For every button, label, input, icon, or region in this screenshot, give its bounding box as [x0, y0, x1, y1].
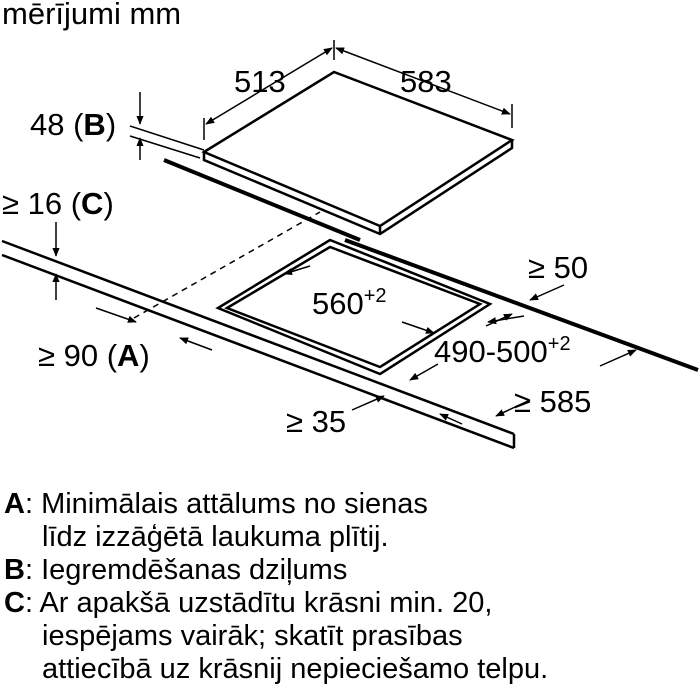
front-clearance-dim: [352, 396, 462, 424]
label-wall-distance: ≥ 90 (A): [38, 338, 150, 373]
legend-text: Ar apakšā uzstādītu krāsni min. 20,: [39, 587, 493, 619]
legend-text: attiecībā uz krāsnij nepieciešamo telpu.: [42, 653, 549, 685]
recess-depth-dim: [130, 92, 204, 160]
label-hob-width: 513: [234, 64, 286, 99]
legend: [4, 488, 698, 686]
label-worktop-depth: ≥ 585: [514, 384, 592, 419]
hob-thickness: [204, 140, 512, 234]
legend-text: Iegremdēšanas dziļums: [41, 554, 348, 586]
hob: [164, 72, 512, 240]
unit-caption: mērījumi mm: [2, 0, 182, 31]
legend-item-b: B: Iegremdēšanas dziļums: [4, 554, 348, 586]
label-recess-depth: 48 (B): [30, 107, 117, 142]
label-cutout-width: $560^{+2}$: [312, 285, 387, 321]
legend-item-a: A: Minimālais attālums no sienas: [4, 488, 428, 520]
legend-text: iespējams vairāk; skatīt prasības: [42, 620, 463, 652]
label-bottom-clearance: ≥ 16 (C): [2, 186, 114, 221]
label-hob-depth: 583: [400, 64, 452, 99]
legend-key: C: [4, 587, 25, 619]
hob-base-edge: [164, 160, 360, 240]
label-front-clearance: ≥ 35: [286, 404, 347, 439]
legend-text: līdz izzāģētā laukuma plītij.: [42, 521, 389, 553]
label-cutout-depth: $490-500^{+2}$: [434, 333, 571, 369]
label-side-clearance: ≥ 50: [528, 250, 589, 285]
legend-item-c: C: Ar apakšā uzstādītu krāsni min. 20,: [4, 587, 493, 619]
legend-key: B: [4, 554, 25, 586]
legend-text: Minimālais attālums no sienas: [41, 488, 428, 520]
legend-key: A: [4, 488, 25, 520]
